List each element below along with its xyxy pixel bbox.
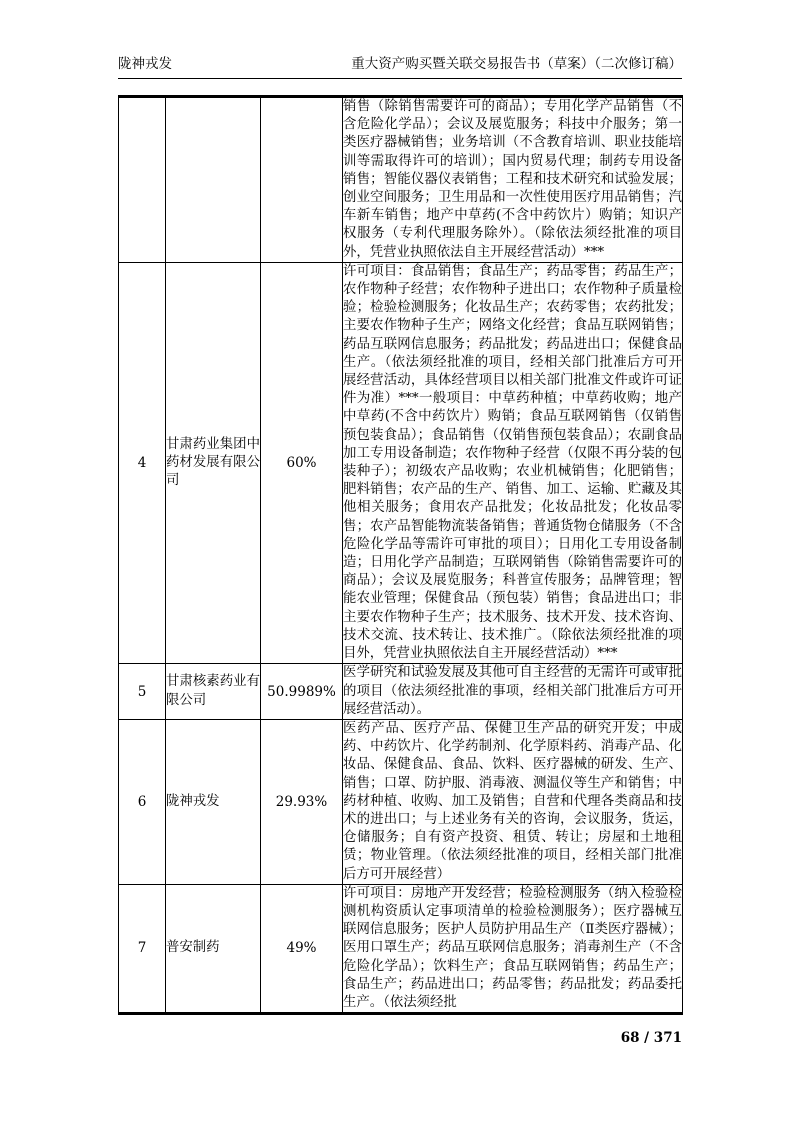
page-footer [118, 1030, 682, 1046]
business-scope-cell: 许可项目：房地产开发经营；检验检测服务（纳入检验检测机构资质认定事项清单的检验检测服务）；医疗器械互联网信息服务；医护人员防护用品生产（Ⅱ类医疗器械）；医用口罩生产；药品互联网信息服务；消毒剂生产（不含危险化学品）；饮料生产；食品互联网销售；药品生产；食品生产；药品进出口；药品零售；药品批发；药品委托生产。（依法须经批 [343, 884, 683, 1013]
business-scope-cell: 医学研究和试验发展及其他可自主经营的无需许可或审批的项目（依法须经批准的事项，经相关部门批准后方可开展经营活动）。 [343, 664, 683, 720]
running-header [118, 52, 682, 79]
company-name-cell: 陇神戎发 [166, 719, 261, 884]
row-number-cell: 4 [119, 262, 166, 663]
shareholding-cell: 60% [261, 262, 343, 663]
table-row-6 [119, 719, 683, 884]
table-row-continuation [119, 97, 683, 263]
header-doc-short-title: 陇神戎发 [118, 56, 172, 72]
table-row-5 [119, 664, 683, 720]
company-name-cell: 甘肃核素药业有限公司 [166, 664, 261, 720]
table-row-7 [119, 884, 683, 1013]
company-name-cell: 甘肃药业集团中药材发展有限公司 [166, 262, 261, 663]
row-number-cell: 5 [119, 664, 166, 720]
row-number-cell [119, 97, 166, 263]
shareholding-cell: 49% [261, 884, 343, 1013]
row-number-cell: 6 [119, 719, 166, 884]
company-name-cell [166, 97, 261, 263]
header-doc-full-title: 重大资产购买暨关联交易报告书（草案）（二次修订稿） [351, 56, 682, 72]
business-scope-cell: 销售（除销售需要许可的商品）；专用化学产品销售（不含危险化学品）；会议及展览服务；科技中介服务；第一类医疗器械销售；业务培训（不含教育培训、职业技能培训等需取得许可的培训）；国内贸易代理；制药专用设备销售；智能仪器仪表销售；工程和技术研究和试验发展；创业空间服务；卫生用品和一次性使用医疗用品销售；汽车新车销售；地产中草药(不含中药饮片）购销；知识产权服务（专利代理服务除外）。（除依法须经批准的项目外，凭营业执照依法自主开展经营活动）*** [343, 97, 683, 263]
row-number-cell: 7 [119, 884, 166, 1013]
company-name-cell: 普安制药 [166, 884, 261, 1013]
page-number: 68 / 371 [620, 1030, 682, 1046]
subsidiaries-table [118, 95, 683, 1015]
shareholding-cell [261, 97, 343, 263]
shareholding-cell: 50.9989% [261, 664, 343, 720]
business-scope-cell: 许可项目：食品销售；食品生产；药品零售；药品生产；农作物种子经营；农作物种子进出口；农作物种子质量检验；检验检测服务；化妆品生产；农药零售；农药批发；主要农作物种子生产；网络文化经营；食品互联网销售；药品互联网信息服务；药品批发；药品进出口；保健食品生产。（依法须经批准的项目，经相关部门批准后方可开展经营活动，具体经营项目以相关部门批准文件或许可证件为准）***一般项目：中草药种植；中草药收购；地产中草药(不含中药饮片）购销；食品互联网销售（仅销售预包装食品）；食品销售（仅销售预包装食品）；农副食品加工专用设备制造；农作物种子经营（仅限不再分装的包装种子）；初级农产品收购；农业机械销售；化肥销售；肥料销售；农产品的生产、销售、加工、运输、贮藏及其他相关服务；食用农产品批发；化妆品批发；化妆品零售；农产品智能物流装备销售；普通货物仓储服务（不含危险化学品等需许可审批的项目）；日用化工专用设备制造；日用化学产品制造；互联网销售（除销售需要许可的商品）；会议及展览服务；科普宣传服务；品牌管理；智能农业管理；保健食品（预包装）销售；食品进出口；非主要农作物种子生产；技术服务、技术开发、技术咨询、技术交流、技术转让、技术推广。（除依法须经批准的项目外，凭营业执照依法自主开展经营活动）*** [343, 262, 683, 663]
table-row-4 [119, 262, 683, 663]
shareholding-cell: 29.93% [261, 719, 343, 884]
business-scope-cell: 医药产品、医疗产品、保健卫生产品的研究开发；中成药、中药饮片、化学药制剂、化学原料药、消毒产品、化妆品、保健食品、食品、饮料、医疗器械的研发、生产、销售；口罩、防护服、消毒液、测温仪等生产和销售；中药材种植、收购、加工及销售；自营和代理各类商品和技术的进出口；与上述业务有关的咨询，会议服务，货运，仓储服务；自有资产投资、租赁、转让；房屋和土地租赁；物业管理。（依法须经批准的项目，经相关部门批准后方可开展经营） [343, 719, 683, 884]
